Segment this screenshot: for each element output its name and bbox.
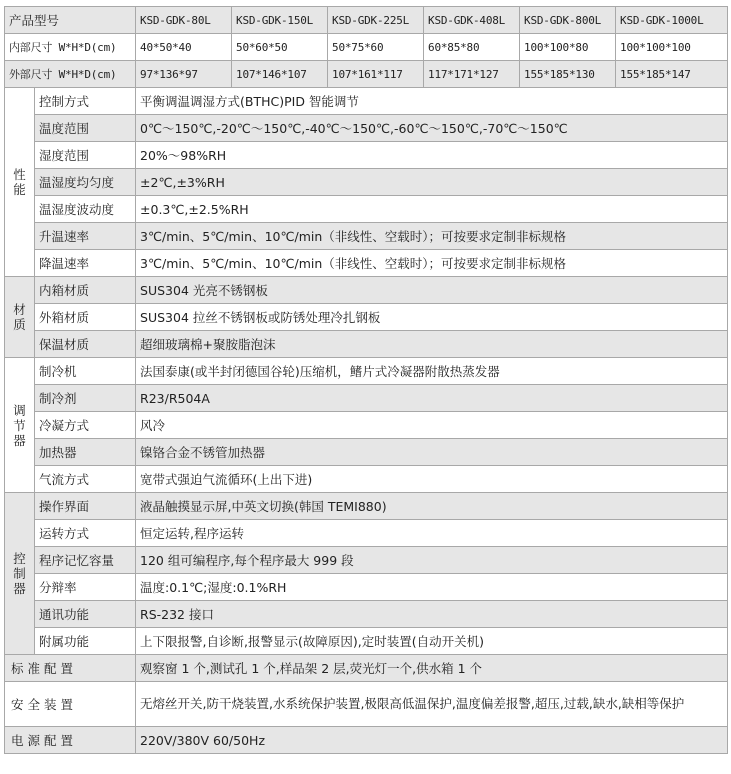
group-label-material: 材质	[5, 277, 35, 358]
spec-row	[5, 628, 728, 655]
model-label: 产品型号	[5, 7, 136, 34]
spec-value: 温度:0.1℃;湿度:0.1%RH	[136, 574, 728, 601]
size-cell: 50*75*60	[328, 34, 424, 61]
spec-value: 法国泰康(或半封闭德国谷轮)压缩机，鳍片式冷凝器附散热蒸发器	[136, 358, 728, 385]
spec-row	[5, 250, 728, 277]
size-cell: 100*100*100	[616, 34, 728, 61]
spec-table	[4, 6, 728, 754]
spec-value: 0℃～150℃,-20℃～150℃,-40℃～150℃,-60℃～150℃,-70℃～150℃	[136, 115, 728, 142]
spec-row	[5, 142, 728, 169]
spec-row	[5, 547, 728, 574]
power-value: 220V/380V 60/50Hz	[136, 727, 728, 754]
safety-row	[5, 682, 728, 727]
spec-row	[5, 466, 728, 493]
group-label-regulator: 调节器	[5, 358, 35, 493]
spec-value: 超细玻璃棉+聚胺脂泡沫	[136, 331, 728, 358]
model-cell: KSD-GDK-800L	[520, 7, 616, 34]
spec-row	[5, 439, 728, 466]
group-label-performance: 性能	[5, 88, 35, 277]
spec-label: 程序记忆容量	[35, 547, 136, 574]
spec-label: 加热器	[35, 439, 136, 466]
model-cell: KSD-GDK-150L	[232, 7, 328, 34]
spec-value: RS-232 接口	[136, 601, 728, 628]
spec-label: 操作界面	[35, 493, 136, 520]
spec-row	[5, 385, 728, 412]
spec-label: 温湿度波动度	[35, 196, 136, 223]
spec-row	[5, 196, 728, 223]
spec-label: 冷凝方式	[35, 412, 136, 439]
size-cell: 100*100*80	[520, 34, 616, 61]
spec-label: 气流方式	[35, 466, 136, 493]
spec-value: 恒定运转,程序运转	[136, 520, 728, 547]
model-cell: KSD-GDK-225L	[328, 7, 424, 34]
spec-row	[5, 88, 728, 115]
spec-value: 风冷	[136, 412, 728, 439]
spec-label: 分辩率	[35, 574, 136, 601]
spec-label: 降温速率	[35, 250, 136, 277]
spec-row	[5, 601, 728, 628]
spec-label: 制冷剂	[35, 385, 136, 412]
spec-row	[5, 574, 728, 601]
spec-label: 内箱材质	[35, 277, 136, 304]
size-cell: 107*161*117	[328, 61, 424, 88]
spec-value: 上下限报警,自诊断,报警显示(故障原因),定时装置(自动开关机)	[136, 628, 728, 655]
spec-value: ±0.3℃,±2.5%RH	[136, 196, 728, 223]
spec-value: 镍铬合金不锈管加热器	[136, 439, 728, 466]
size-cell: 117*171*127	[424, 61, 520, 88]
size-cell: 97*136*97	[136, 61, 232, 88]
size-cell: 40*50*40	[136, 34, 232, 61]
spec-label: 升温速率	[35, 223, 136, 250]
spec-label: 制冷机	[35, 358, 136, 385]
spec-value: ±2℃,±3%RH	[136, 169, 728, 196]
spec-value: 20%～98%RH	[136, 142, 728, 169]
spec-label: 外箱材质	[35, 304, 136, 331]
standard-config-value: 观察窗 1 个,测试孔 1 个,样品架 2 层,荧光灯一个,供水箱 1 个	[136, 655, 728, 682]
size-cell: 60*85*80	[424, 34, 520, 61]
spec-row	[5, 223, 728, 250]
model-cell: KSD-GDK-80L	[136, 7, 232, 34]
spec-value: 120 组可编程序,每个程序最大 999 段	[136, 547, 728, 574]
spec-label: 温度范围	[35, 115, 136, 142]
safety-label: 安全装置	[5, 682, 136, 727]
spec-value: R23/R504A	[136, 385, 728, 412]
spec-label: 通讯功能	[35, 601, 136, 628]
power-row	[5, 727, 728, 754]
size-cell: 155*185*130	[520, 61, 616, 88]
outer-size-label: 外部尺寸 W*H*D(cm)	[5, 61, 136, 88]
standard-config-row	[5, 655, 728, 682]
spec-value: 宽带式强迫气流循环(上出下进)	[136, 466, 728, 493]
spec-label: 保温材质	[35, 331, 136, 358]
spec-label: 温湿度均匀度	[35, 169, 136, 196]
spec-row	[5, 169, 728, 196]
spec-label: 湿度范围	[35, 142, 136, 169]
size-cell: 50*60*50	[232, 34, 328, 61]
spec-row	[5, 358, 728, 385]
spec-value: 3℃/min、5℃/min、10℃/min（非线性、空载时）；可按要求定制非标规格	[136, 250, 728, 277]
spec-value: SUS304 拉丝不锈钢板或防锈处理冷扎钢板	[136, 304, 728, 331]
spec-value: 液晶触摸显示屏,中英文切换(韩国 TEMI880)	[136, 493, 728, 520]
model-cell: KSD-GDK-1000L	[616, 7, 728, 34]
size-cell: 107*146*107	[232, 61, 328, 88]
inner-size-label: 内部尺寸 W*H*D(cm)	[5, 34, 136, 61]
model-row	[5, 7, 728, 34]
spec-value: 3℃/min、5℃/min、10℃/min（非线性、空载时）；可按要求定制非标规格	[136, 223, 728, 250]
spec-row	[5, 412, 728, 439]
safety-value: 无熔丝开关,防干烧装置,水系统保护装置,极限高低温保护,温度偏差报警,超压,过载,缺水,缺相等保护	[136, 682, 728, 727]
outer-size-row	[5, 61, 728, 88]
spec-value: 平衡调温调湿方式(BTHC)PID 智能调节	[136, 88, 728, 115]
inner-size-row	[5, 34, 728, 61]
size-cell: 155*185*147	[616, 61, 728, 88]
spec-row	[5, 304, 728, 331]
spec-row	[5, 115, 728, 142]
spec-row	[5, 493, 728, 520]
spec-value: SUS304 光亮不锈钢板	[136, 277, 728, 304]
spec-label: 运转方式	[35, 520, 136, 547]
spec-label: 附属功能	[35, 628, 136, 655]
spec-row	[5, 331, 728, 358]
spec-label: 控制方式	[35, 88, 136, 115]
standard-config-label: 标准配置	[5, 655, 136, 682]
model-cell: KSD-GDK-408L	[424, 7, 520, 34]
power-label: 电源配置	[5, 727, 136, 754]
spec-row	[5, 277, 728, 304]
spec-row	[5, 520, 728, 547]
group-label-controller: 控制器	[5, 493, 35, 655]
